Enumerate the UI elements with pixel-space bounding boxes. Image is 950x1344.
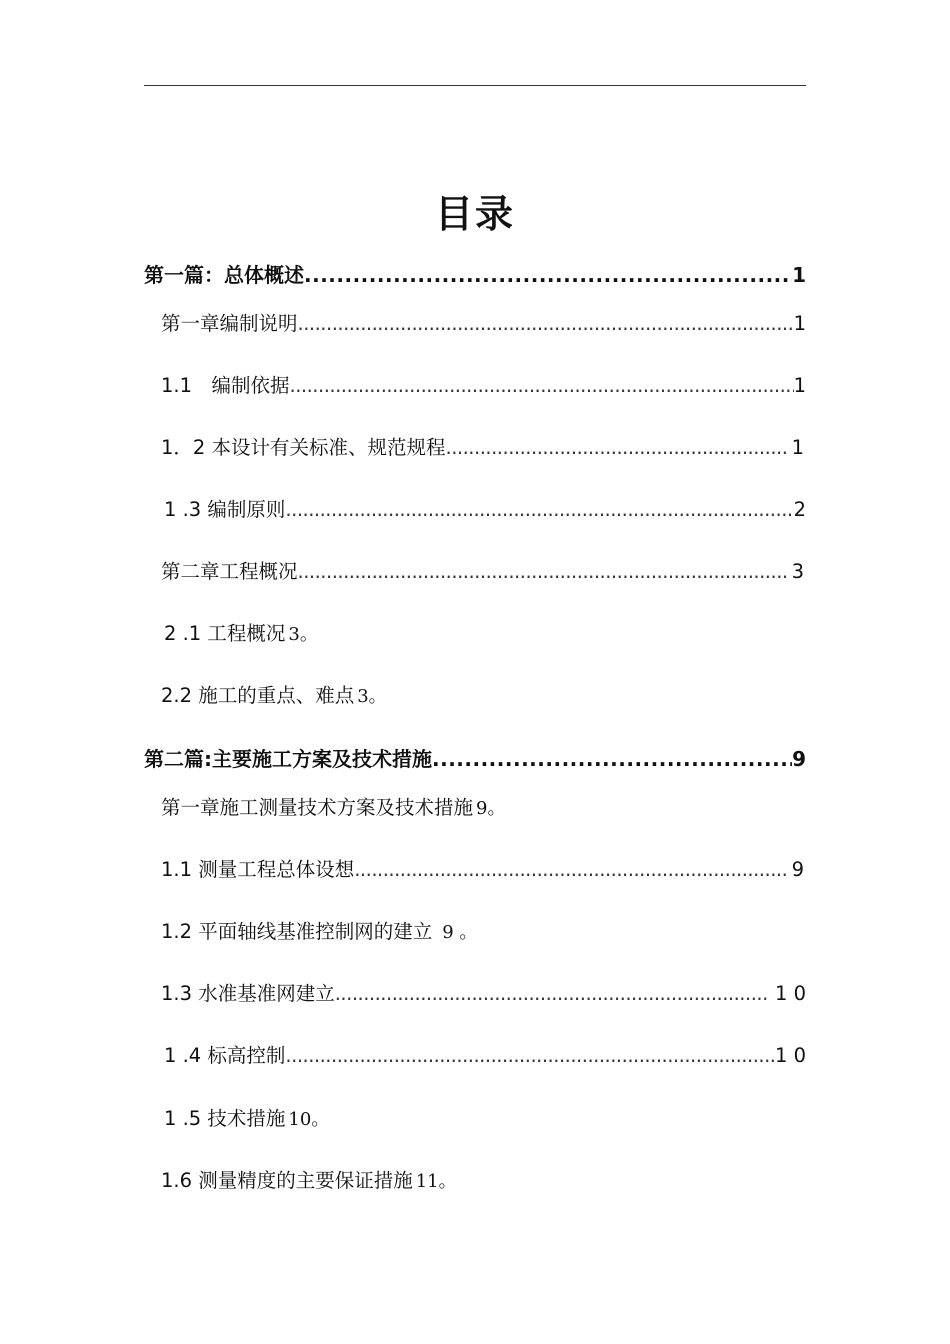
toc-entry-label: 1.1 编制依据 bbox=[161, 374, 290, 397]
toc-entry-section[interactable] bbox=[161, 917, 477, 947]
toc-entry-label: 第二篇:主要施工方案及技术措施 bbox=[144, 747, 432, 771]
toc-entry-page: 3。 bbox=[288, 624, 318, 645]
toc-entry-chapter[interactable] bbox=[161, 793, 505, 823]
toc-entry-section[interactable] bbox=[161, 979, 806, 1009]
toc-entry-page: 1 bbox=[792, 263, 806, 287]
toc-entry-page: 1 bbox=[791, 436, 804, 459]
toc-entry-page: 1 bbox=[793, 374, 806, 397]
header-rule bbox=[144, 85, 806, 86]
toc-entry-label: 1 .3 编制原则 bbox=[164, 498, 286, 521]
toc-entry-chapter[interactable] bbox=[161, 557, 804, 587]
toc-entry-page: 9 bbox=[792, 747, 806, 771]
toc-entry-label: 2.2 施工的重点、难点 bbox=[161, 684, 355, 707]
toc-entry-label: 1 .5 技术措施 bbox=[164, 1107, 286, 1130]
toc-entry-label: 第一章施工测量技术方案及技术措施 bbox=[161, 796, 474, 819]
dot-leader bbox=[335, 979, 769, 1009]
toc-entry-page: 3。 bbox=[357, 686, 387, 707]
dot-leader bbox=[354, 855, 785, 885]
toc-entry-section[interactable] bbox=[161, 1166, 457, 1196]
toc-entry-label: 1.1 测量工程总体设想 bbox=[161, 858, 355, 881]
toc-entry-label: 1.3 水准基准网建立 bbox=[161, 982, 335, 1005]
dot-leader bbox=[298, 557, 786, 587]
toc-entry-page: 10。 bbox=[288, 1109, 330, 1130]
toc-entry-label: 1.6 测量精度的主要保证措施 bbox=[161, 1169, 413, 1192]
dot-leader bbox=[432, 744, 792, 774]
toc-entry-page: 2 bbox=[793, 498, 806, 521]
toc-entry-label: 第二章工程概况 bbox=[161, 560, 298, 583]
dot-leader bbox=[285, 495, 793, 525]
toc-entry-section[interactable] bbox=[164, 1104, 329, 1134]
toc-entry-page: 9 bbox=[791, 858, 804, 881]
toc-entry-chapter[interactable] bbox=[161, 309, 806, 339]
toc-entry-part-1[interactable] bbox=[144, 260, 806, 290]
toc-entry-page: 1 0 bbox=[774, 982, 806, 1005]
dot-leader bbox=[285, 1041, 775, 1071]
dot-leader bbox=[290, 371, 794, 401]
toc-entry-section[interactable] bbox=[161, 855, 804, 885]
dot-leader bbox=[446, 433, 786, 463]
toc-entry-section[interactable] bbox=[161, 433, 804, 463]
toc-entry-label: 1.2 平面轴线基准控制网的建立 bbox=[161, 920, 433, 943]
toc-entry-section[interactable] bbox=[164, 619, 318, 649]
toc-entry-section[interactable] bbox=[164, 495, 806, 525]
toc-entry-page: 1 bbox=[793, 312, 806, 335]
toc-title: 目录 bbox=[434, 192, 515, 236]
toc-entry-section[interactable] bbox=[161, 371, 806, 401]
toc-entry-label: 1．2 本设计有关标准、规范规程 bbox=[161, 436, 446, 459]
toc-entry-section[interactable] bbox=[164, 1041, 806, 1071]
toc-entry-page: 11。 bbox=[415, 1171, 457, 1192]
dot-leader bbox=[304, 260, 792, 290]
toc-entry-label: 1 .4 标高控制 bbox=[164, 1044, 286, 1067]
toc-entry-label: 第一章编制说明 bbox=[161, 312, 298, 335]
toc-entry-label: 第一篇：总体概述 bbox=[144, 263, 304, 287]
toc-entry-page: 3 bbox=[791, 560, 804, 583]
toc-entry-page: 9。 bbox=[476, 798, 506, 819]
toc-entry-section[interactable] bbox=[161, 681, 387, 711]
toc-entry-part-2[interactable] bbox=[144, 744, 806, 774]
dot-leader bbox=[298, 309, 794, 339]
toc-entry-label: 2 .1 工程概况 bbox=[164, 622, 286, 645]
toc-entry-page: 9 。 bbox=[442, 922, 478, 943]
toc-entry-page: 1 0 bbox=[774, 1044, 806, 1067]
